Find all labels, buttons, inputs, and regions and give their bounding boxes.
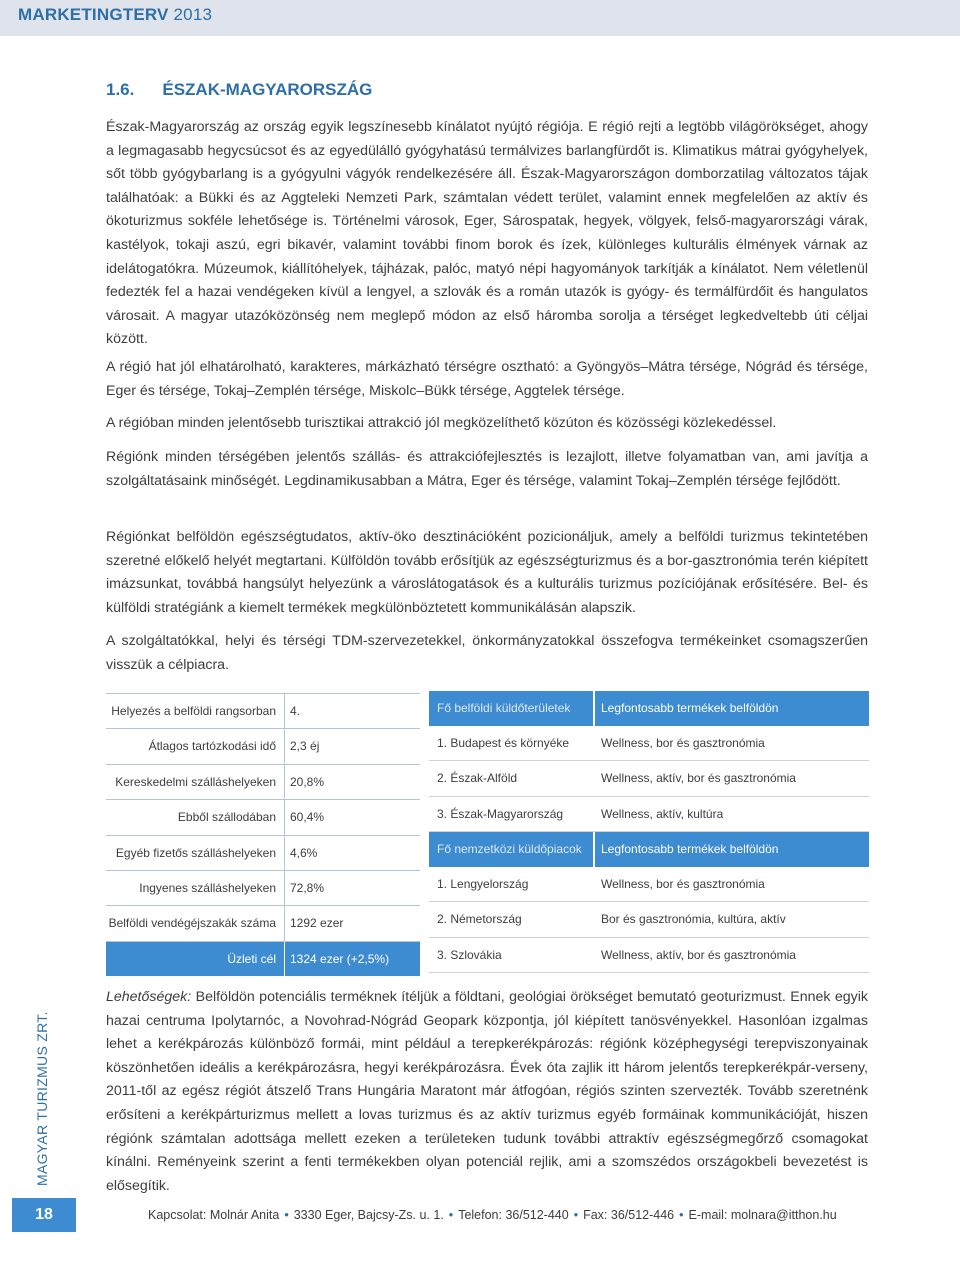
side-label — [34, 1010, 56, 1186]
footer-phone: Telefon: 36/512-440 — [458, 1208, 569, 1222]
document-title-main: MARKETINGTERV — [18, 5, 169, 24]
stats-row — [106, 765, 420, 800]
markets-cell: Wellness, aktív, bor és gasztronómia — [601, 771, 796, 785]
stats-value: 4,6% — [290, 845, 318, 860]
paragraph-positioning — [106, 526, 868, 620]
footer-fax: Fax: 36/512-446 — [583, 1208, 675, 1222]
markets-row — [429, 797, 869, 833]
markets-cell: 2. Németország — [437, 912, 522, 926]
footer-contact-name: Kapcsolat: Molnár Anita — [148, 1208, 280, 1222]
stats-row — [106, 693, 420, 729]
markets-header-cell: Legfontosabb termékek belföldön — [601, 842, 779, 856]
paragraph-services-text: A szolgáltatókkal, helyi és térségi TDM-szervezetekkel, önkormányzatokkal összefogva termékeinket csomagszerűen visszük a célpiacra. — [106, 633, 868, 673]
stats-value: 72,8% — [290, 880, 325, 895]
footer-separator: • — [573, 1208, 579, 1222]
markets-cell: 3. Észak-Magyarország — [437, 806, 564, 821]
header-bar — [0, 0, 960, 36]
stats-label: Belföldi vendégéjszakák száma — [108, 916, 276, 931]
stats-label: Átlagos tartózkodási idő — [148, 739, 276, 754]
paragraph-regions — [106, 356, 868, 403]
paragraph-access — [106, 412, 868, 436]
section-title: ÉSZAK-MAGYARORSZÁG — [162, 80, 373, 99]
stats-value: 2,3 éj — [290, 739, 320, 754]
opportunities-lead: Lehetőségek: — [106, 989, 192, 1005]
footer-separator: • — [448, 1208, 454, 1222]
stats-label: Üzleti cél — [227, 951, 276, 966]
footer-separator: • — [679, 1208, 684, 1222]
paragraph-development — [106, 446, 868, 493]
document-title — [18, 5, 212, 25]
paragraph-intro-text: Észak-Magyarország az ország egyik legszínesebb kínálatot nyújtó régiója. E régió rejti a legtöbb világörökséget, ahogy a legmagasabb hegycsúcsot és az egyedülálló gyógyhatású termálvizes barlangfürdőt is. Klimatikus mátrai gyógyhelyek, sőt több gyógybarlang is a gyógyulni vágyók rendelkezésére áll. Észak-Magyarországon domborzatilag változatos tájak találhatóak: a Bükki és az Aggteleki Nemzeti Park, számtalan védett terület, valamint ennek megfelelően az aktív és ökoturizmus sokféle lehetősége is. Történelmi városok, Eger, Sárospatak, hegyek, völgyek, felső-magyarországi várak, kastélyok, tokaji aszú, egri bikavér, valamint további finom borok és ízek, különleges kulturális élmények várnak az idelátogatókra. Múzeumok, kiállítóhelyek, tájházak, palóc, matyó népi hagyományok tarkítják a kínálatot. Nem véletlenül fedezték fel a hazai vendégeken kívül a lengyel, a szlovák és a román utazók is gyógy- és termálfürdőit és hangulatos városait. A magyar utazóközönség nem meglepő módon az első háromba sorolja a térséget legkedveltebb úti céljai között. — [106, 119, 868, 348]
markets-header-cell: Fő belföldi küldőterületek — [437, 701, 571, 715]
paragraph-positioning-text: Régiónkat belföldön egészségtudatos, aktív-öko desztinációként pozicionáljuk, amely a belföldi turizmus tekintetében szeretné előkelő helyét megtartani. Külföldön tovább erősítjük az egészségturizmus és a bor-gasztronómia terén kiépített imázsunkat, továbbá hangsúlyt helyezünk a városlátogatások és a kulturális turizmus pozíciójának erősítésére. Bel- és külföldi stratégiánk a kiemelt termékek megkülönböztetett kommunikálásán alapszik. — [106, 529, 868, 616]
footer-email[interactable]: E-mail: molnara@itthon.hu — [688, 1208, 837, 1222]
stats-value: 1324 ezer (+2,5%) — [290, 951, 390, 966]
stats-row — [106, 871, 420, 906]
markets-row — [429, 938, 869, 974]
paragraph-opportunities — [106, 986, 868, 1198]
stats-label: Egyéb fizetős szálláshelyeken — [115, 845, 276, 860]
stats-value: 1292 ezer — [290, 916, 344, 931]
markets-foreign-header — [429, 832, 869, 867]
stats-label: Kereskedelmi szálláshelyeken — [115, 774, 276, 789]
side-label-text: MAGYAR TURIZMUS ZRT. — [34, 1011, 50, 1186]
markets-row — [429, 726, 869, 762]
markets-cell: Wellness, bor és gasztronómia — [601, 876, 765, 891]
stats-row — [106, 836, 420, 871]
markets-cell: Wellness, aktív, kultúra — [601, 806, 724, 821]
markets-cell: Bor és gasztronómia, kultúra, aktív — [601, 912, 786, 926]
paragraph-intro — [106, 116, 868, 352]
footer-address: 3330 Eger, Bajcsy-Zs. u. 1. — [293, 1208, 444, 1222]
paragraph-opportunities-text — [106, 986, 868, 1198]
section-heading — [106, 80, 372, 100]
stats-row-highlight — [106, 942, 420, 976]
markets-row — [429, 867, 869, 903]
markets-domestic-header — [429, 691, 869, 726]
markets-cell: 1. Lengyelország — [437, 876, 529, 891]
paragraph-services — [106, 630, 868, 677]
paragraph-access-text: A régióban minden jelentősebb turisztikai attrakció jól megközelíthető közúton és közösségi közlekedéssel. — [106, 415, 777, 431]
stats-value: 20,8% — [290, 774, 325, 789]
markets-cell: Wellness, aktív, bor és gasztronómia — [601, 947, 796, 962]
markets-row — [429, 761, 869, 797]
stats-label: Ebből szállodában — [177, 810, 276, 825]
markets-cell: 3. Szlovákia — [437, 947, 502, 962]
footer-contact — [148, 1208, 837, 1222]
markets-table — [429, 691, 869, 973]
markets-row — [429, 902, 869, 938]
stats-value: 60,4% — [290, 810, 325, 825]
markets-cell: 2. Észak-Alföld — [437, 771, 518, 785]
markets-cell: 1. Budapest és környéke — [437, 735, 570, 750]
stats-value: 4. — [290, 704, 301, 718]
paragraph-development-text: Régiónk minden térségében jelentős szállás- és attrakciófejlesztés is lezajlott, illetve folyamatban van, ami javítja a szolgáltatásaink minőségét. Legdinamikusabban a Mátra, Eger és térsége, valamint Tokaj–Zemplén térsége fejlődött. — [106, 449, 868, 489]
paragraph-regions-text: A régió hat jól elhatárolható, karakteres, márkázható térségre osztható: a Gyöngyös–Mátra térsége, Nógrád és térsége, Eger és térsége, Tokaj–Zemplén térsége, Miskolc–Bükk térsége, Aggtelek térsége. — [106, 359, 868, 399]
markets-header-cell: Fő nemzetközi küldőpiacok — [437, 842, 582, 856]
stats-label: Helyezés a belföldi rangsorban — [111, 704, 276, 718]
page-number: 18 — [12, 1198, 76, 1232]
stats-table — [106, 693, 420, 976]
markets-cell: Wellness, bor és gasztronómia — [601, 735, 765, 750]
section-number: 1.6. — [106, 80, 135, 99]
footer-separator: • — [284, 1208, 289, 1222]
document-title-year: 2013 — [173, 5, 213, 24]
stats-row — [106, 729, 420, 764]
opportunities-body: Belföldön potenciális terméknek ítéljük a földtani, geológiai örökséget bemutató geoturizmust. Ennek egyik hazai centruma Ipolytarnóc, a Novohrad-Nógrád Geopark központja, jól kiépített tanösvényekkel. Hasonlóan izgalmas lehet a kerékpározás különböző formái, mint például a terepkerékpározás: régiónk középhegységi terepviszonyainak köszönhetően ideális a kerékpározásra, hegyi kerékpározásra. Évek óta zajlik itt három jelentős terepkerékpár-verseny, 2011-től az egész régiót átszelő Trans Hungária Maratont már átfogóan, régiós szinten szervezték. Tovább szeretnénk erősíteni a kerékpárturizmus mellett a lovas turizmus és az aktív turizmus egyéb formáinak kommunikációját, hiszen régiónk számtalan adottsága mellett ezeken a területeken tudunk további attraktív egészségmegőrző csomagokat kínálni. Reményeink szerint a fenti termékekben olyan potenciál rejlik, ami a szomszédos országokbeli bevezetést is elősegítik. — [106, 989, 868, 1194]
stats-row — [106, 906, 420, 941]
stats-label: Ingyenes szálláshelyeken — [139, 880, 276, 895]
markets-header-cell: Legfontosabb termékek belföldön — [601, 701, 779, 715]
stats-row — [106, 800, 420, 835]
